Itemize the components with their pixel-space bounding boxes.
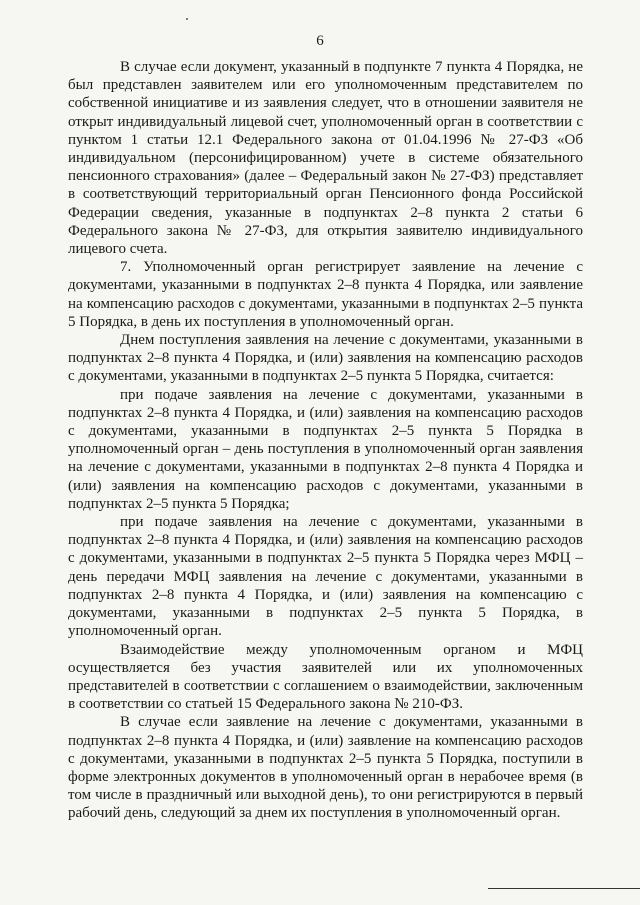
page-number: 6 — [316, 33, 324, 49]
paragraph-mfc-interaction: Взаимодействие между уполномоченным органом и МФЦ осуществляется без участия заявителей или их уполномоченных представителей в соответствии с соглашением о взаимодействии, заключенным в соответствии со статьей 15 Федерального закона № 210-ФЗ. — [68, 641, 583, 713]
paragraph-account-opening: В случае если документ, указанный в подпункте 7 пункта 4 Порядка, не был представлен заявителем или его уполномоченным представителем по собственной инициативе и из заявления следует, что в отношении заявителя не открыт индивидуальный лицевой счет, уполномоченный орган в соответствии с пунктом 1 статьи 12.1 Федерального закона от 01.04.1996 № 27-ФЗ «Об индивидуальном (персонифицированном) учете в системе обязательного пенсионного страхования» (далее – Федеральный закон № 27-ФЗ) представляет в соответствующий территориальный орган Пенсионного фонда Российской Федерации сведения, указанные в подпунктах 2–8 пункта 2 статьи 6 Федерального закона № 27-ФЗ, для открытия заявителю индивидуального лицевого счета. — [68, 59, 583, 258]
paragraph-direct-submission: при подаче заявления на лечение с документами, указанными в подпунктах 2–8 пункта 4 Порядка, и (или) заявления на компенсацию расходов с документами, указанными в подпунктах 2–5 пункта 5 Порядка в уполномоченный орган – день поступления в уполномоченный орган заявления на лечение с документами, указанными в подпунктах 2–8 пункта 4 Порядка и (или) заявления на компенсацию расходов с документами, указанными в подпунктах 2–5 пункта 5 Порядка; — [68, 386, 583, 512]
paragraph-electronic-submission: В случае если заявление на лечение с документами, указанными в подпунктах 2–8 пункта 4 Порядка, и (или) заявление на компенсацию расходов с документами, указанными в подпунктах 2–5 пункта 5 Порядка, поступили в форме электронных документов в уполномоченный орган в нерабочее время (в том числе в праздничный или выходной день), то они регистрируются в первый рабочий день, следующий за днем их поступления в уполномоченный орган. — [68, 714, 583, 822]
paragraph-item-7-registration: 7. Уполномоченный орган регистрирует заявление на лечение с документами, указанными в подпунктах 2–8 пункта 4 Порядка, или заявление на компенсацию расходов с документами, указанными в подпунктах 2–5 пункта 5 Порядка, в день их поступления в уполномоченный орган. — [68, 259, 583, 330]
footer-rule — [488, 888, 640, 889]
paragraph-receipt-day: Днем поступления заявления на лечение с документами, указанными в подпунктах 2–8 пункта 4 Порядка, и (или) заявления на компенсацию расходов с документами, указанными в подпунктах 2–5 пункта 5 Порядка, считается: — [68, 332, 583, 385]
scan-speck — [186, 18, 188, 20]
paragraph-mfc-submission: при подаче заявления на лечение с документами, указанными в подпунктах 2–8 пункта 4 Порядка, и (или) заявления на компенсацию расходов с документами, указанными в подпунктах 2–5 пункта 5 Порядка через МФЦ – день передачи МФЦ заявления на лечение с документами, указанными в подпунктах 2–8 пункта 4 Порядка, и (или) заявления на компенсацию с документами, указанными в подпунктах 2–5 пункта 5 Порядка, в уполномоченный орган. — [68, 514, 583, 640]
document-body — [68, 58, 583, 823]
